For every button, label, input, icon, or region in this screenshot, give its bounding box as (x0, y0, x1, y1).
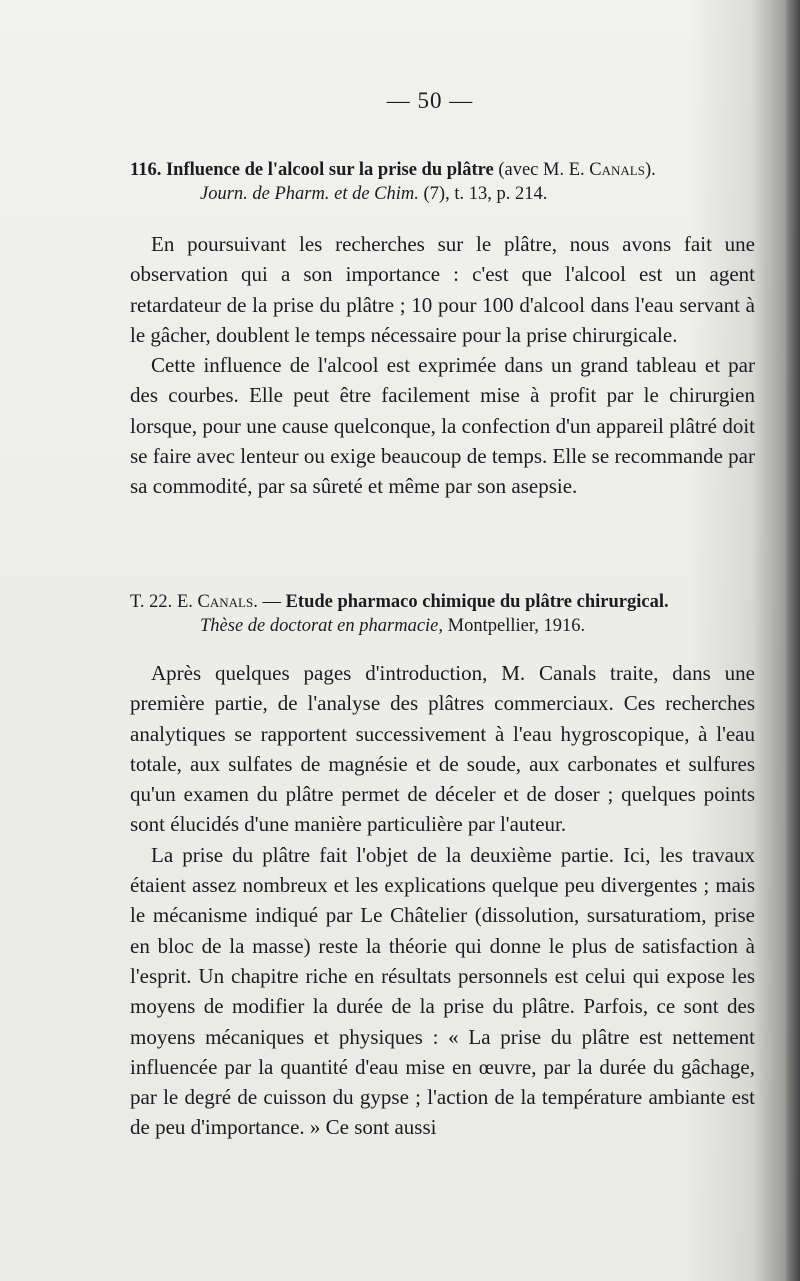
citation-details: Montpellier, 1916. (447, 616, 586, 636)
entry-title: Influence de l'alcool sur la prise du plâtre (165, 160, 494, 180)
paragraph: Après quelques pages d'introduction, M. Canals traite, dans une première partie, de l'analyse des plâtres commerciaux. Ces recherches analytiques se rapportent successivement à l'eau hygroscopique, à l'eau totale, aux sulfates de magnésie et de soude, aux carbonates et sulfures qu'un examen du plâtre permet de déceler et de doser ; quelques points sont élucidés d'une manière particulière par l'auteur. (130, 661, 755, 837)
entry-t22-body (130, 658, 755, 1143)
entry-116-body (130, 229, 755, 502)
entry-number: T. 22. (130, 592, 173, 612)
journal-name: Journ. de Pharm. et de Chim. (200, 184, 419, 204)
entry-title: Etude pharmaco chimique du plâtre chirurgical. (285, 592, 669, 612)
entry-number: 116. (130, 160, 162, 180)
paragraph: Cette influence de l'alcool est exprimée dans un grand tableau et par des courbes. Elle peut être facilement mise à profit par le chirurgien lorsque, pour une cause quelconque, la confection d'un appareil plâtré doit se faire avec lenteur ou exige beaucoup de temps. Elle se recommande par sa commodité, par sa sûreté et même par son asepsie. (130, 353, 755, 499)
entry-citation (130, 182, 755, 206)
entry-heading (130, 590, 755, 614)
entry-citation (130, 614, 755, 638)
author-name: Canals (197, 592, 254, 612)
page-edge-shadow (786, 0, 800, 1281)
journal-name: Thèse de doctorat en pharmacie, (200, 616, 444, 636)
author-prefix: E. (176, 592, 193, 612)
page-number: — 50 — (386, 88, 474, 113)
bibliography-entry-116 (130, 158, 755, 206)
entry-heading (130, 158, 755, 182)
author-prefix: (avec M. E. (498, 160, 585, 180)
author-suffix: ). (644, 160, 656, 180)
citation-details: (7), t. 13, p. 214. (423, 184, 548, 204)
bibliography-entry-t22 (130, 590, 755, 638)
author-suffix: . — (253, 592, 281, 612)
paragraph: En poursuivant les recherches sur le plâtre, nous avons fait une observation qui a son importance : c'est que l'alcool est un agent retardateur de la prise du plâtre ; 10 pour 100 d'alcool dans l'eau servant à le gâcher, doublent le temps nécessaire pour la prise chirurgicale. (130, 232, 755, 347)
paragraph: La prise du plâtre fait l'objet de la deuxième partie. Ici, les travaux étaient assez nombreux et les explications quelque peu divergentes ; mais le mécanisme indiqué par Le Châtelier (dissolution, sursaturatiom, prise en bloc de la masse) reste la théorie qui donne le plus de satisfaction à l'esprit. Un chapitre riche en résultats personnels est celui qui expose les moyens de modifier la durée de la prise du plâtre. Parfois, ce sont des moyens mécaniques et physiques : « La prise du plâtre est nettement influencée par la quantité d'eau mise en œuvre, par la durée du gâchage, par le degré de cuisson du gypse ; l'action de la température ambiante est de peu d'importance. » Ce sont aussi (130, 842, 755, 1140)
author-name: Canals (589, 160, 645, 180)
